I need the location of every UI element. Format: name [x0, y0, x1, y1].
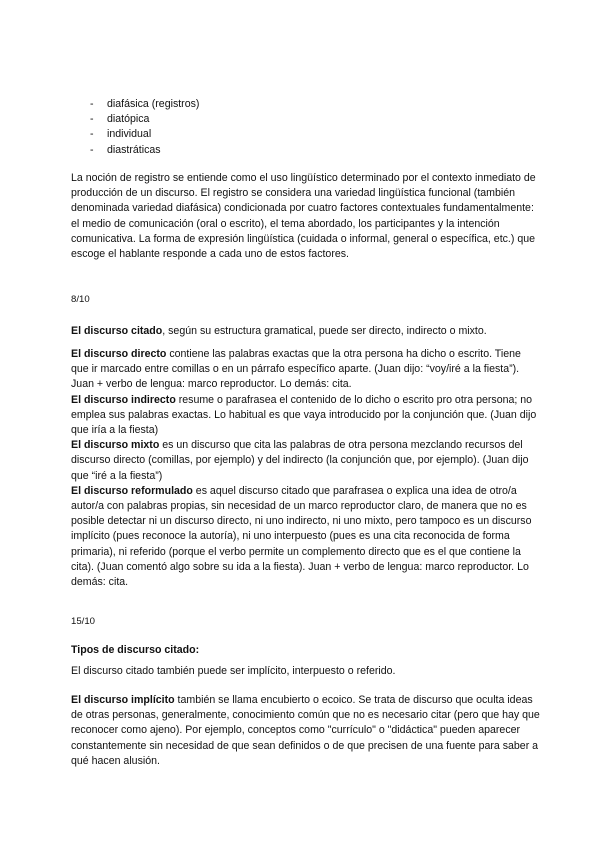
term-label: El discurso citado: [71, 325, 163, 337]
date-label: 8/10: [71, 294, 90, 305]
definition-text: resume o parafrasea el contenido de lo dicho o escrito pro otra persona; no emplea sus palabras exactas. Lo habitual es que vaya introducido por la conjunción que. (Juan dijo que iría a la fiesta): [71, 393, 537, 437]
list-item: - diafásica (registros): [71, 97, 541, 112]
term-label: El discurso indirecto: [71, 393, 176, 406]
list-item: - diatópica: [71, 112, 541, 127]
indirecto-paragraph: [71, 393, 541, 439]
term-label: El discurso implícito: [71, 694, 175, 706]
registro-paragraph: La noción de registro se entiende como el uso lingüístico determinado por el contexto inmediato de producción de un discurso. El registro se considera una variedad lingüística funcional (también denominada variedad diafásica) condicionada por cuatro factores contextuales fundamentalmente: el medio de comunicación (oral o escrito), el tema abordado, los participantes y la intención comunicativa. La forma de expresión lingüística (cuidada o informal, general o específica, etc.) que escoge el hablante responde a cada uno de estos factores.: [71, 172, 536, 261]
mixto-paragraph: [71, 438, 541, 484]
citado-paragraph: [71, 324, 541, 339]
list-item: - individual: [71, 127, 541, 142]
definition-text: contiene las palabras exactas que la otra persona ha dicho o escrito. Tiene que ir marcado entre comillas o en un párrafo específico aparte. (Juan dijo: “voy/iré a la fiesta”). Juan + verbo de lengua: marco reproductor. Lo demás: cita.: [71, 348, 521, 391]
list-item: - diastráticas: [71, 143, 541, 158]
directo-paragraph: [71, 347, 541, 393]
section-heading: Tipos de discurso citado:: [71, 644, 200, 656]
tipos-heading: [71, 643, 541, 658]
variety-list: [71, 97, 541, 158]
tipos-line: El discurso citado también puede ser implícito, interpuesto o referido.: [71, 665, 396, 677]
term-label: El discurso reformulado: [71, 484, 193, 497]
reformulado-paragraph: [71, 484, 541, 590]
definition-text: , según su estructura gramatical, puede ser directo, indirecto o mixto.: [162, 325, 487, 337]
definition-text: también se llama encubierto o ecoico. Se trata de discurso que oculta ideas de otras personas, generalmente, conocimiento común que no es necesario citar (pero que hay que reconocer como ajeno). Por ejemplo, conceptos como "currículo" o "didáctica" pueden aparecer constantemente sin necesidad de que sean definidos o de que precisen de una fuente para saber a qué hacen alusión.: [71, 694, 540, 767]
implicito-paragraph: [71, 693, 541, 769]
citado-types-section: [71, 347, 541, 590]
definition-text: es aquel discurso citado que parafrasea o explica una idea de otro/a autor/a con palabras propias, sin necesidad de un marco reproductor claro, de manera que no es posible detectar ni un discurso directo, ni uno indirecto, ni uno mixto, pero tampoco es un discurso implícito (pues reconoce la autoría), ni uno interpuesto (pues es una cita reconocida de forma primaria), ni referido (porque el verbo permite un complemento directo que es el que contiene la cita). (Juan comentó algo sobre su ida a la fiesta). Juan + verbo de lengua: marco reproductor. Lo demás: cita.: [71, 484, 532, 589]
definition-text: es un discurso que cita las palabras de otra persona mezclando recursos del discurso directo (comillas, por ejemplo) y del indirecto (la conjunción que, por ejemplo). (Juan dijo que “iré a la fiesta”): [71, 439, 529, 482]
date-label: 15/10: [71, 616, 96, 627]
term-label: El discurso directo: [71, 348, 167, 360]
term-label: El discurso mixto: [71, 439, 160, 452]
